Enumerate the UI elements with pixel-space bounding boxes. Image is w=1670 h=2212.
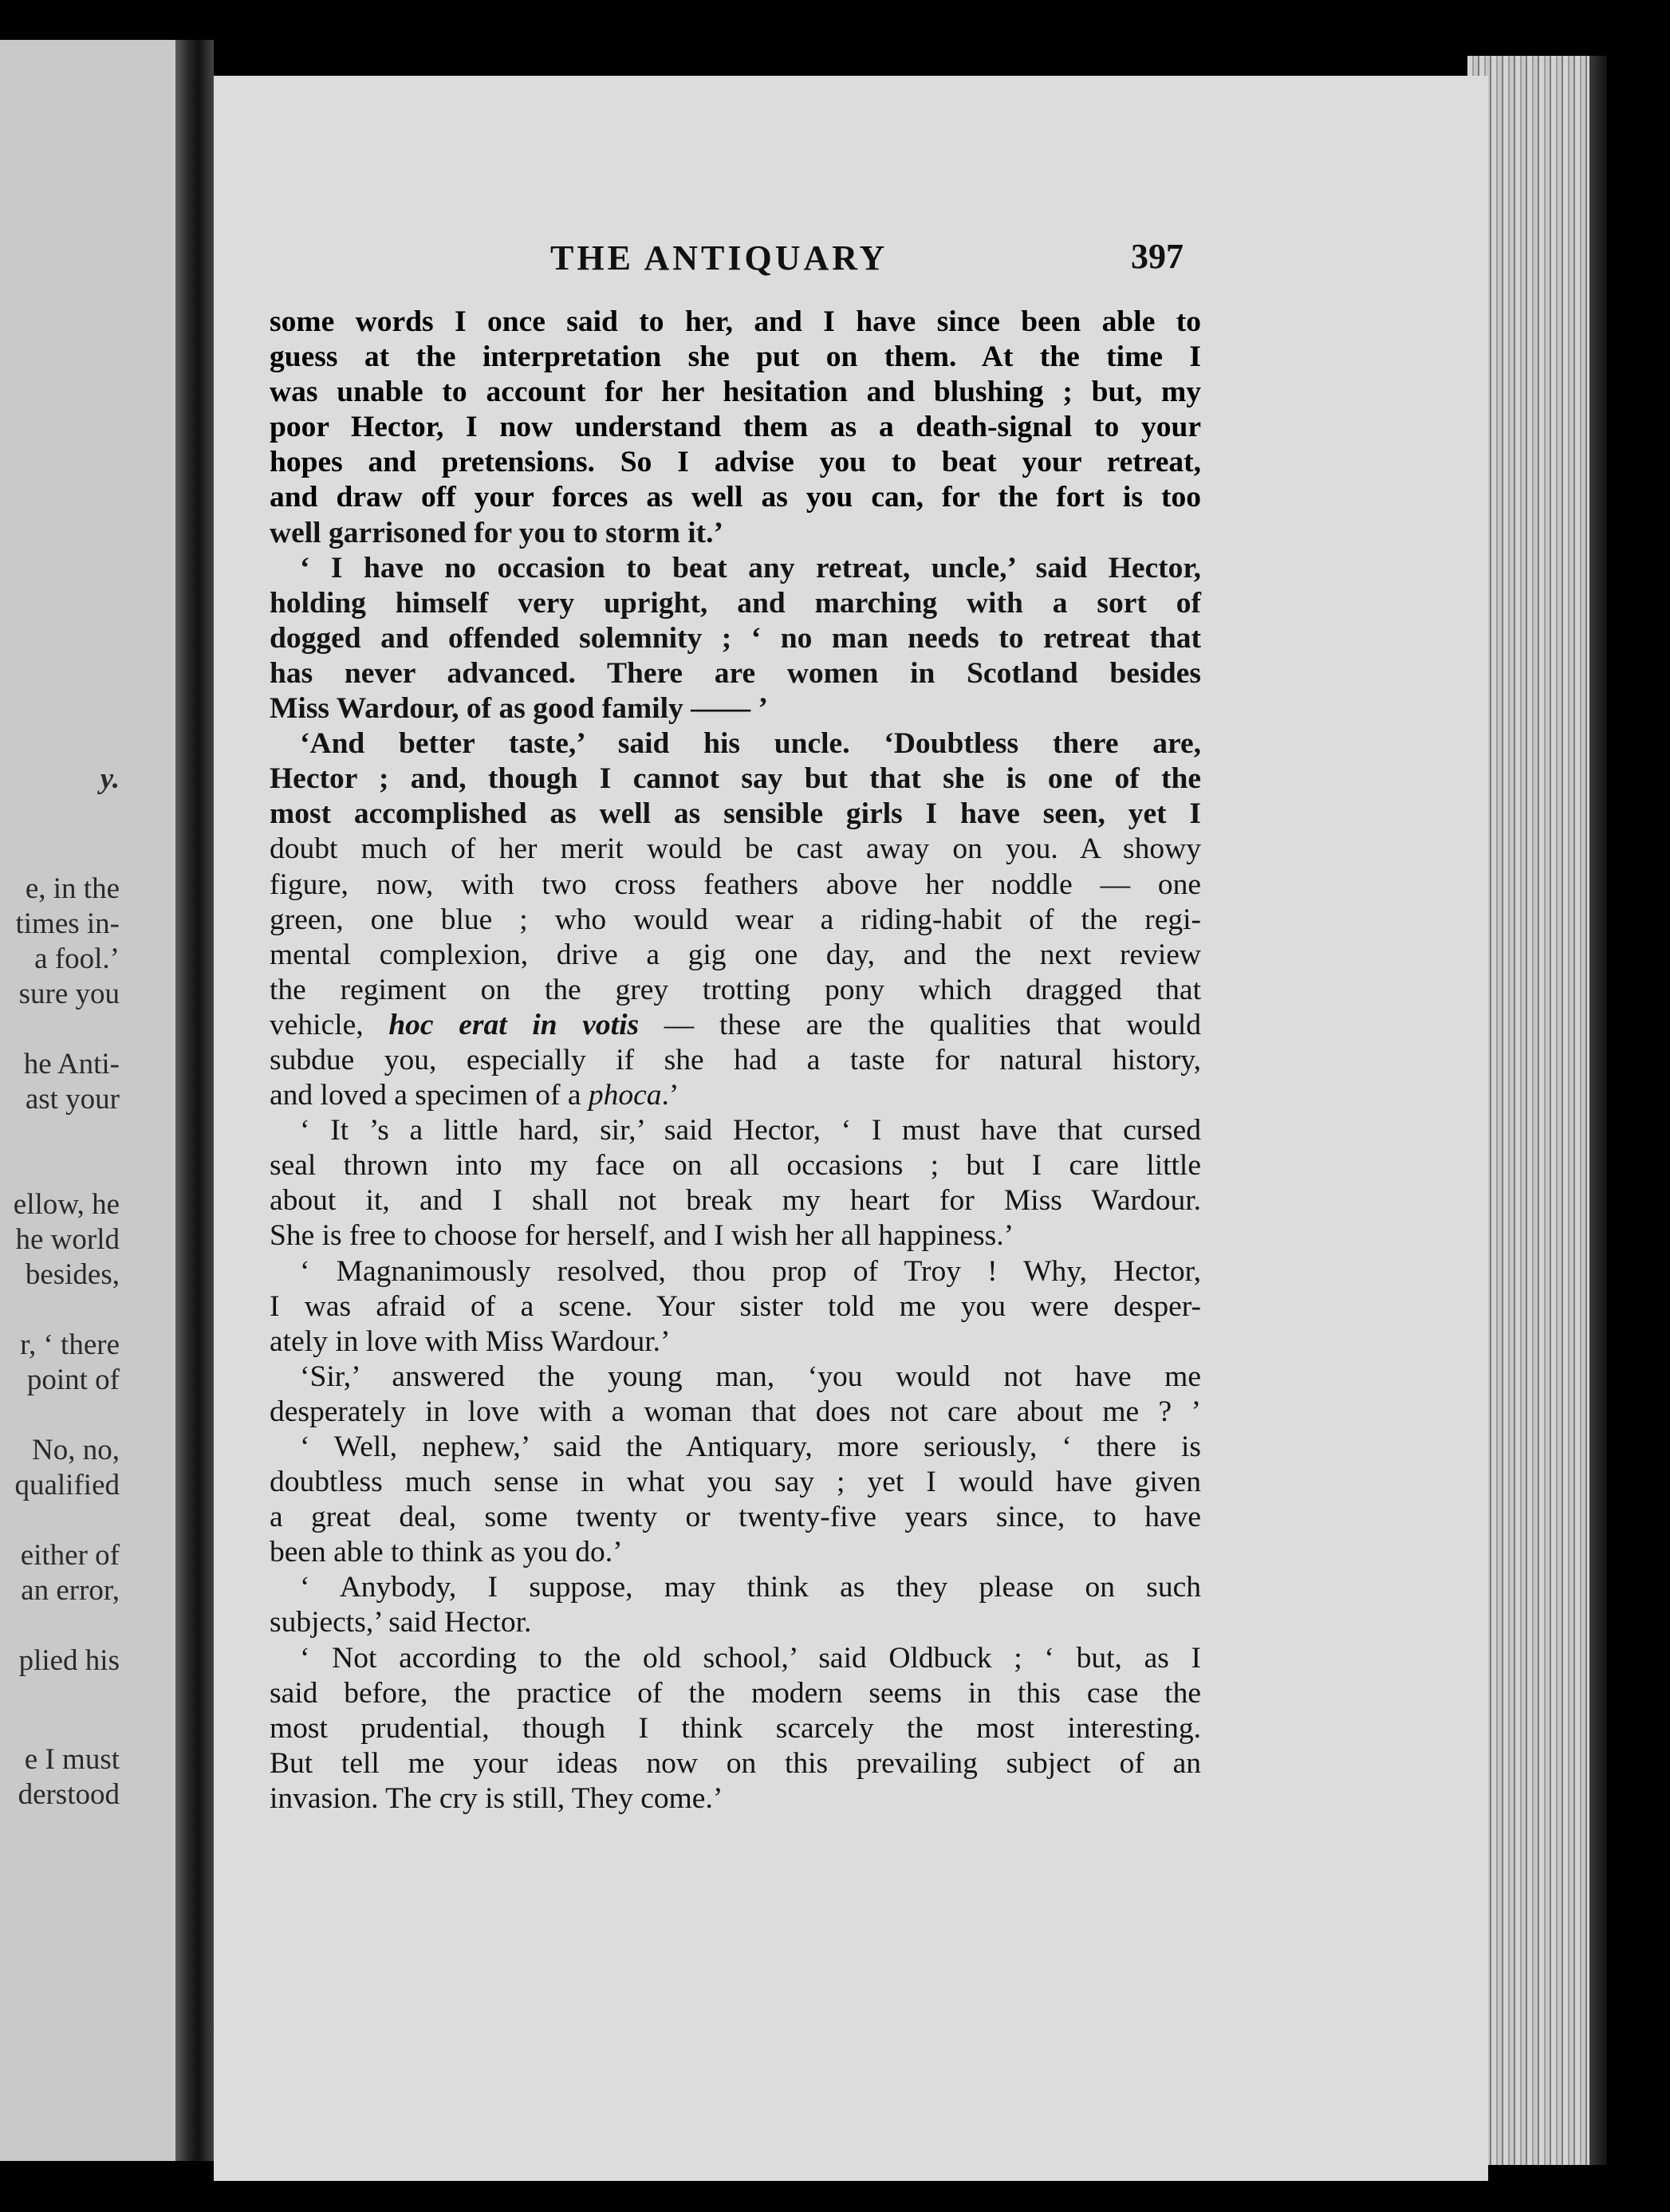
left-fragment: y. xyxy=(100,762,120,795)
text-line: figure, now, with two cross feathers above her noddle — one xyxy=(270,868,1201,901)
left-fragment: a fool.’ xyxy=(34,943,120,975)
left-fragment: he Anti- xyxy=(23,1048,120,1080)
text-line: subdue you, especially if she had a taste for natural history, xyxy=(270,1043,1201,1076)
left-fragment: No, no, xyxy=(32,1434,120,1466)
text-line: well garrisoned for you to storm it.’ xyxy=(270,516,724,549)
latin-word: phoca xyxy=(588,1079,662,1112)
body-text xyxy=(270,305,1201,1816)
text-line: was unable to account for her hesitation and blushing ; but, my xyxy=(270,376,1201,409)
page-fore-edge xyxy=(1467,56,1607,2165)
book-gutter xyxy=(175,40,214,2161)
text-line: ‘ Magnanimously resolved, thou prop of Troy ! Why, Hector, xyxy=(300,1254,1201,1288)
text-line: been able to think as you do.’ xyxy=(270,1536,623,1569)
text-line: I was afraid of a scene. Your sister told me you were desper- xyxy=(270,1289,1201,1323)
text-line: desperately in love with a woman that does not care about me ? ’ xyxy=(270,1395,1201,1428)
left-fragment: sure you xyxy=(18,978,120,1010)
text-run: .’ xyxy=(661,1079,679,1112)
text-run: — these are the qualities that would xyxy=(639,1008,1201,1041)
page-number: 397 xyxy=(1131,237,1184,276)
text-line: most accomplished as well as sensible girls I have seen, yet I xyxy=(270,797,1201,831)
text-line: most prudential, though I think scarcely the most interesting. xyxy=(270,1711,1201,1745)
text-line: Miss Wardour, of as good family —— ’ xyxy=(270,692,769,726)
text-line: hopes and pretensions. So I advise you to beat your retreat, xyxy=(270,446,1201,479)
left-fragment: e, in the xyxy=(25,872,120,905)
left-fragment: derstood xyxy=(18,1778,120,1811)
text-run: vehicle, xyxy=(270,1008,364,1041)
text-line: the regiment on the grey trotting pony which dragged that xyxy=(270,973,1201,1006)
latin-phrase: hoc erat in votis xyxy=(388,1008,640,1041)
running-head: THE ANTIQUARY xyxy=(550,238,888,277)
text-line: But tell me your ideas now on this prevailing subject of an xyxy=(270,1746,1201,1780)
text-line: poor Hector, I now understand them as a death-signal to your xyxy=(270,411,1201,444)
text-line: subjects,’ said Hector. xyxy=(270,1606,532,1639)
left-fragment: times in- xyxy=(15,907,120,940)
text-line: said before, the practice of the modern seems in this case the xyxy=(270,1676,1201,1710)
text-line: ‘ Anybody, I suppose, may think as they please on such xyxy=(300,1571,1201,1604)
text-line xyxy=(270,1008,1201,1043)
left-fragment: an error, xyxy=(21,1574,120,1607)
left-fragment: point of xyxy=(26,1364,120,1396)
text-line: a great deal, some twenty or twenty-five years since, to have xyxy=(270,1501,1201,1534)
text-line: some words I once said to her, and I have since been able to xyxy=(270,305,1201,338)
left-fragment: he world xyxy=(15,1223,120,1256)
text-line: mental complexion, drive a gig one day, and the next review xyxy=(270,938,1201,971)
left-fragment: ast your xyxy=(25,1083,120,1116)
text-line: doubtless much sense in what you say ; yet I would have given xyxy=(270,1466,1201,1499)
text-line: ‘ Not according to the old school,’ said Oldbuck ; ‘ but, as I xyxy=(300,1641,1201,1675)
text-line: ‘Sir,’ answered the young man, ‘you would not have me xyxy=(300,1360,1201,1393)
text-line: holding himself very upright, and marching with a sort of xyxy=(270,586,1201,620)
text-line: ‘ I have no occasion to beat any retreat, uncle,’ said Hector, xyxy=(300,551,1201,584)
left-fragment: e I must xyxy=(24,1743,120,1776)
text-line: invasion. The cry is still, They come.’ xyxy=(270,1781,723,1815)
text-line: has never advanced. There are women in Scotland besides xyxy=(270,656,1201,690)
text-line: dogged and offended solemnity ; ‘ no man needs to retreat that xyxy=(270,621,1201,655)
text-run: and loved a specimen of a xyxy=(270,1079,581,1112)
text-line: doubt much of her merit would be cast away on you. A showy xyxy=(270,832,1201,866)
text-line: about it, and I shall not break my heart for Miss Wardour. xyxy=(270,1184,1201,1218)
text-line: seal thrown into my face on all occasions ; but I care little xyxy=(270,1149,1201,1183)
text-line: ‘ It ’s a little hard, sir,’ said Hector, ‘ I must have that cursed xyxy=(300,1114,1201,1147)
left-fragment: qualified xyxy=(14,1469,120,1502)
left-fragment: ellow, he xyxy=(13,1188,120,1221)
text-line: green, one blue ; who would wear a riding-habit of the regi- xyxy=(270,903,1201,936)
text-line: ately in love with Miss Wardour.’ xyxy=(270,1324,671,1358)
text-line: guess at the interpretation she put on them. At the time I xyxy=(270,340,1201,374)
left-fragment: r, ‘ there xyxy=(20,1328,120,1361)
text-line: Hector ; and, though I cannot say but that she is one of the xyxy=(270,762,1201,796)
text-line: and draw off your forces as well as you can, for the fort is too xyxy=(270,481,1201,514)
text-line: ‘And better taste,’ said his uncle. ‘Doubtless there are, xyxy=(300,727,1201,761)
left-fragment: plied his xyxy=(18,1644,120,1677)
text-line xyxy=(270,1078,1201,1113)
text-line: ‘ Well, nephew,’ said the Antiquary, more seriously, ‘ there is xyxy=(300,1431,1201,1463)
left-fragment: besides, xyxy=(25,1258,120,1291)
text-line: She is free to choose for herself, and I wish her all happiness.’ xyxy=(270,1219,1014,1253)
previous-page-strip xyxy=(0,40,175,2161)
left-fragment: either of xyxy=(20,1539,120,1572)
